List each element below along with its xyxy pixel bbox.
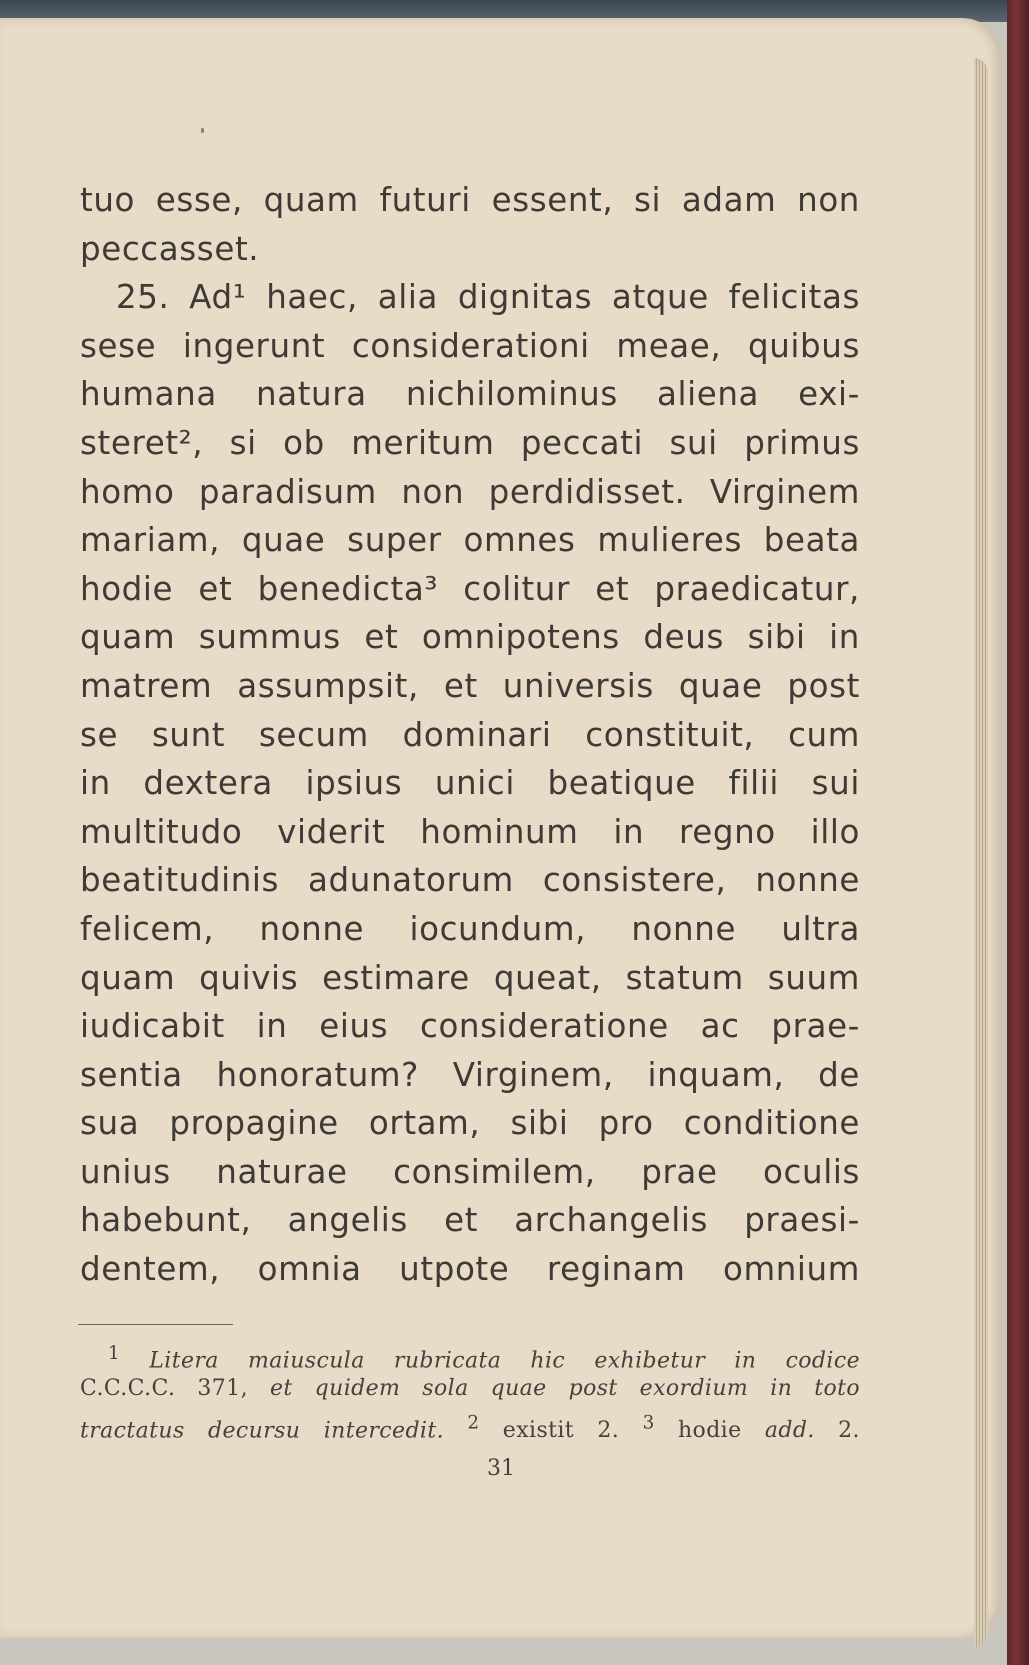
text-line: felicem, nonne iocundum, nonne ultra	[80, 909, 860, 948]
footnote-marker: 3	[642, 1413, 655, 1434]
text-line: homo paradisum non perdidisset. Virginem	[80, 472, 860, 511]
text-line: dentem, omnia utpote reginam omnium	[80, 1250, 860, 1289]
text-line: in dextera ipsius unici beatique filii sui	[80, 764, 860, 803]
text-line: hodie et benedicta³ colitur et praedicatur,	[80, 569, 860, 608]
text-line: peccasset.	[80, 229, 260, 268]
footnote-text: existit 2.	[502, 1418, 620, 1444]
footnote-text: C.C.C.C. 371,	[80, 1376, 248, 1401]
footnote-2	[467, 1413, 620, 1444]
text-line: matrem assumpsit, et universis quae post	[80, 666, 860, 705]
text-line: humana natura nichilominus aliena exi-	[80, 375, 860, 414]
page-edges	[974, 58, 988, 1648]
book-cover-edge	[1007, 0, 1029, 1665]
text-line: beatitudinis adunatorum consistere, nonne	[80, 861, 860, 900]
footnote-text: 2.	[838, 1418, 860, 1444]
ink-speck	[201, 128, 204, 133]
text-line: sua propagine ortam, sibi pro conditione	[80, 1104, 860, 1143]
footnote-text: tractatus decursu intercedit.	[80, 1418, 444, 1444]
text-line: unius naturae consimilem, prae oculis	[80, 1152, 860, 1191]
footnote-3	[642, 1413, 860, 1444]
text-line: sentia honoratum? Virginem, inquam, de	[80, 1055, 860, 1094]
text-line: steret², si ob meritum peccati sui primus	[80, 423, 860, 462]
text-line: iudicabit in eius consideratione ac prae-	[80, 1007, 860, 1046]
footnote-text: hodie	[677, 1418, 742, 1444]
page-number: 31	[487, 1456, 515, 1481]
text-line: quam quivis estimare queat, statum suum	[80, 958, 860, 997]
footnote-marker: 1	[108, 1343, 121, 1364]
text-line: mariam, quae super omnes mulieres beata	[80, 521, 860, 560]
footnote-text: Litera maiuscula rubricata hic exhibetur in codice	[149, 1348, 860, 1374]
footnote-marker: 2	[467, 1413, 480, 1434]
footnote-line	[80, 1406, 860, 1444]
footnote-line	[80, 1336, 860, 1374]
footnote-text: et quidem sola quae post exordium in toto	[269, 1376, 860, 1401]
text-line: se sunt secum dominari constituit, cum	[80, 715, 860, 754]
text-line: habebunt, angelis et archangelis praesi-	[80, 1201, 860, 1240]
text-line: multitudo viderit hominum in regno illo	[80, 812, 860, 851]
footnote-text: add.	[764, 1418, 815, 1444]
footnote-rule	[78, 1324, 233, 1325]
text-line: sese ingerunt considerationi meae, quibus	[80, 326, 860, 365]
text-line: quam summus et omnipotens deus sibi in	[80, 618, 860, 657]
footnotes	[80, 1336, 860, 1444]
text-line: 25. Ad¹ haec, alia dignitas atque felicitas	[116, 278, 860, 317]
body-text	[80, 176, 860, 1294]
text-line: tuo esse, quam futuri essent, si adam non	[80, 181, 860, 219]
footnote-line	[80, 1371, 860, 1406]
